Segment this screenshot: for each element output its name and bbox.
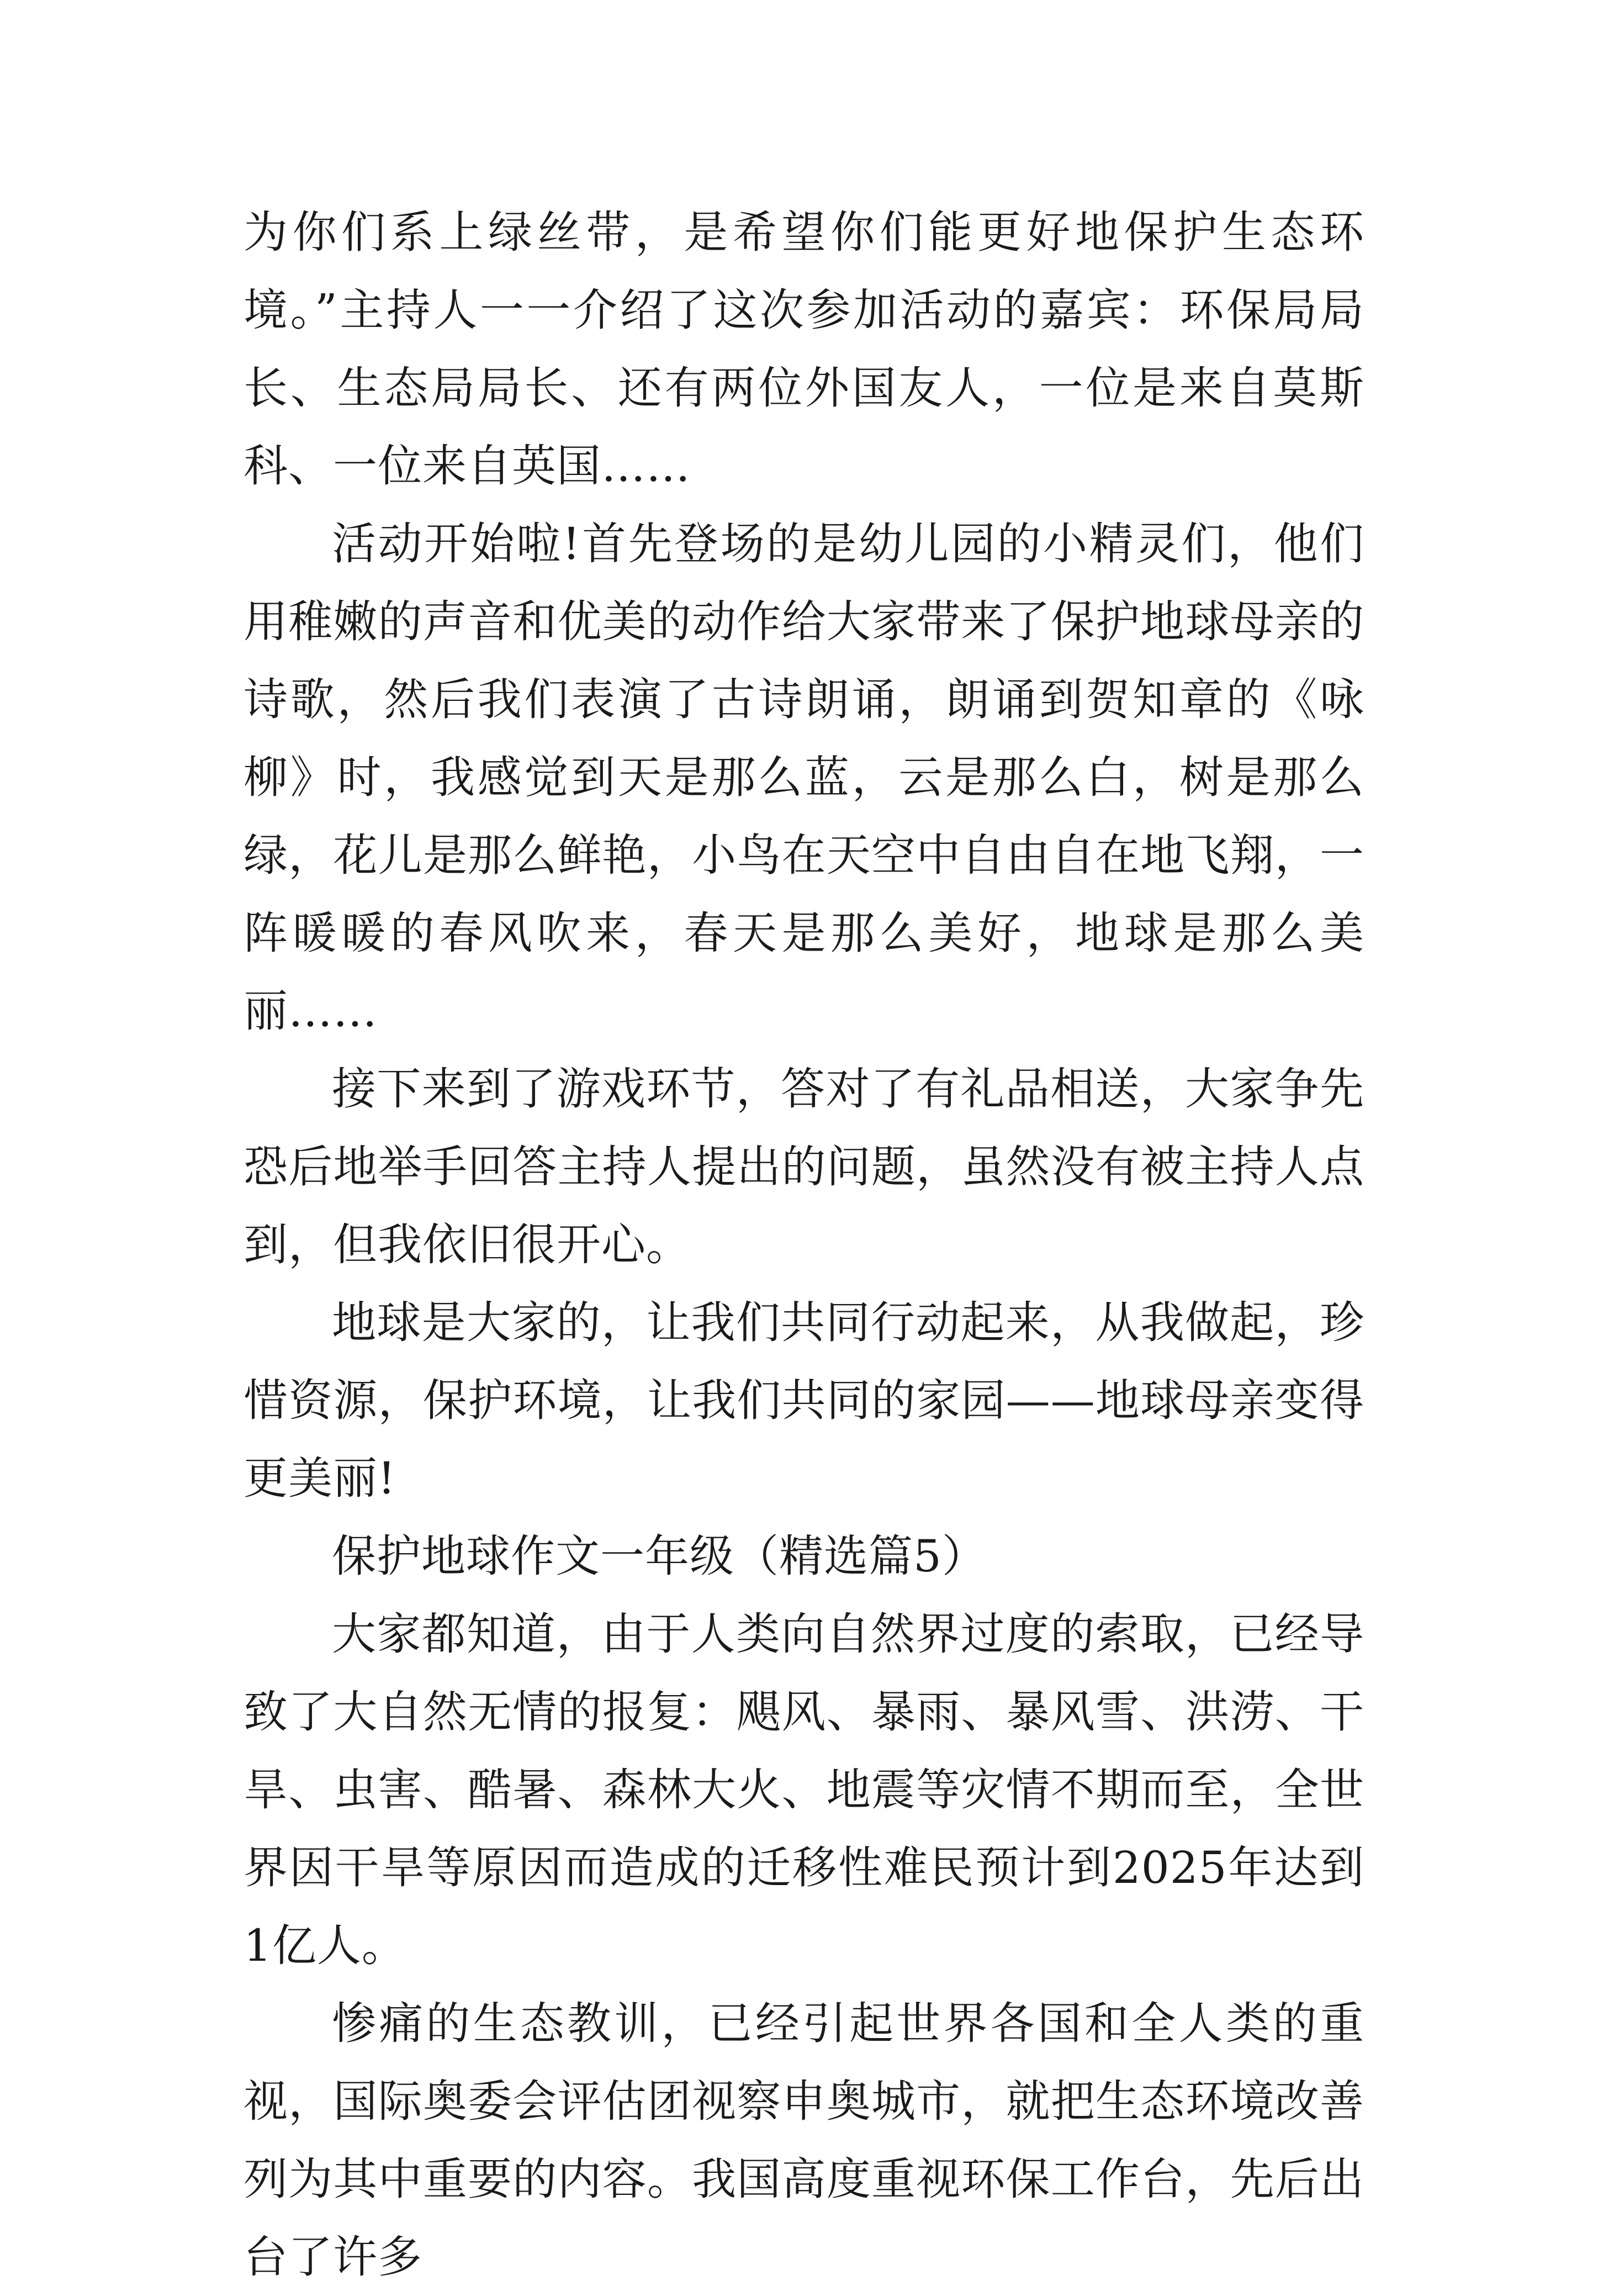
paragraph-lessons: 惨痛的生态教训，已经引起世界各国和全人类的重视，国际奥委会评估团视察申奥城市，就把生态环境改善列为其中重要的内容。我国高度重视环保工作台，先后出台了许多 xyxy=(244,1998,1364,2283)
section-heading: 保护地球作文一年级（精选篇5） xyxy=(332,1530,987,1582)
paragraph-disasters: 大家都知道，由于人类向自然界过度的索取，已经导致了大自然无情的报复：飓风、暴雨、暴风雪、洪涝、干旱、虫害、酷暑、森林大火、地震等灾情不期而至，全世界因干旱等原因而造成的迁移性难民预计到2025年达到1亿人。 xyxy=(244,1608,1364,1971)
paragraph-game: 接下来到了游戏环节，答对了有礼品相送，大家争先恐后地举手回答主持人提出的问题，虽然没有被主持人点到，但我依旧很开心。 xyxy=(244,1063,1364,1270)
paragraph-activity-start: 活动开始啦!首先登场的是幼儿园的小精灵们，他们用稚嫩的声音和优美的动作给大家带来了保护地球母亲的诗歌，然后我们表演了古诗朗诵，朗诵到贺知章的《咏柳》时，我感觉到天是那么蓝，云是那么白，树是那么绿，花儿是那么鲜艳，小鸟在天空中自由自在地飞翔，一阵暖暖的春风吹来，春天是那么美好，地球是那么美丽…… xyxy=(244,518,1364,1037)
document-body xyxy=(244,193,1364,2296)
paragraph-earth: 地球是大家的，让我们共同行动起来，从我做起，珍惜资源，保护环境，让我们共同的家园——地球母亲变得更美丽! xyxy=(244,1297,1364,1504)
paragraph-continuation: 为你们系上绿丝带，是希望你们能更好地保护生态环境。”主持人一一介绍了这次参加活动的嘉宾：环保局局长、生态局局长、还有两位外国友人，一位是来自莫斯科、一位来自英国…… xyxy=(244,207,1364,492)
